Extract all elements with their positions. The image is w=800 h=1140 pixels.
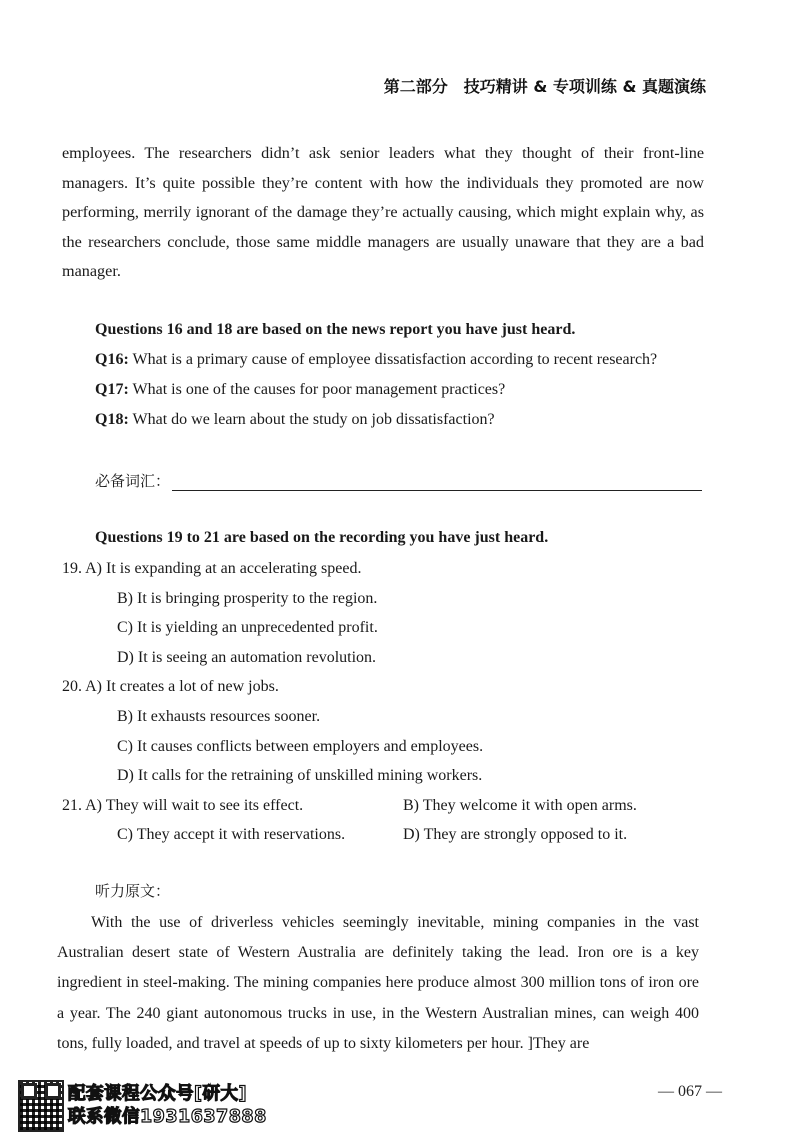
questions-heading: Questions 19 to 21 are based on the recording you have just heard. [95,529,549,546]
option-21a: 21. A) They will wait to see its effect. [62,796,304,814]
transcript-text [57,908,699,1059]
transcript-label: 听力原文： [95,882,171,900]
question-q17 [95,375,657,405]
option-19d: D) It is seeing an automation revolution. [117,648,377,666]
promo-line: 配套课程公众号[研大] [68,1084,247,1104]
option-row-21cd [62,820,637,850]
vocab-label: 必备词汇： [95,472,171,490]
questions-heading: Questions 16 and 18 are based on the news report you have just heard. [95,321,576,338]
option-21c: C) They accept it with reservations. [117,826,346,844]
option-19a: 19. A) It is expanding at an accelerating speed. [62,560,362,577]
transcript-paragraph: With the use of driverless vehicles seemingly inevitable, mining companies in the vast Australian desert state of Western Australia are definitely taking the lead. Iron ore is a key ingredient in steel-making. The mining companies here produce almost 300 million tons of iron ore a year. The 240 giant autonomous trucks in use, in the Western Australian mines, can weigh 400 tons, fully loaded, and travel at speeds of up to sixty kilometers per hour. ]They are [57,914,699,1052]
question-text: What do we learn about the study on job dissatisfaction? [128,411,495,428]
question-label: Q17: [95,381,129,398]
question-text: What is one of the causes for poor management practices? [128,381,506,398]
questions-16-18 [95,315,657,435]
passage-paragraph: employees. The researchers didn’t ask senior leaders what they thought of their front-line managers. It’s quite possible they’re content with how the individuals they promoted are now performing, merrily ignorant of the damage they’re actually causing, which might explain why, as the researchers conclude, those same middle managers are usually unaware that they are a bad manager. [62,144,704,281]
question-label: Q16: [95,351,129,368]
promo-text [68,1083,267,1129]
vocab-fill-line [95,470,702,491]
question-label: Q18: [95,411,129,428]
option-20d: D) It calls for the retraining of unskilled mining workers. [117,767,483,785]
answer-options [62,554,637,850]
option-19c: C) It is yielding an unprecedented profit. [117,619,378,637]
option-21d: D) They are strongly opposed to it. [403,826,628,844]
option-20c: C) It causes conflicts between employers and employees. [117,737,484,755]
option-20b: B) It exhausts resources sooner. [117,707,321,725]
option-19b: B) It is bringing prosperity to the region. [117,589,378,607]
option-20a: 20. A) It creates a lot of new jobs. [62,678,279,696]
question-text: What is a primary cause of employee dissatisfaction according to recent research? [128,351,658,368]
questions-19-21-heading-wrap [95,523,548,553]
footer-promo [18,1080,267,1132]
page-number: — 067 — [658,1083,722,1100]
section-header: 第二部分 技巧精讲 & 专项训练 & 真题演练 [383,77,706,96]
option-21b: B) They welcome it with open arms. [403,796,637,814]
question-q18 [95,405,657,435]
vocab-blank [172,472,702,491]
qr-code-icon [18,1080,64,1132]
option-row-21ab [62,791,637,821]
passage-continuation [62,139,704,287]
promo-line: 联系微信1931637888 [68,1107,267,1127]
question-q16 [95,345,657,375]
